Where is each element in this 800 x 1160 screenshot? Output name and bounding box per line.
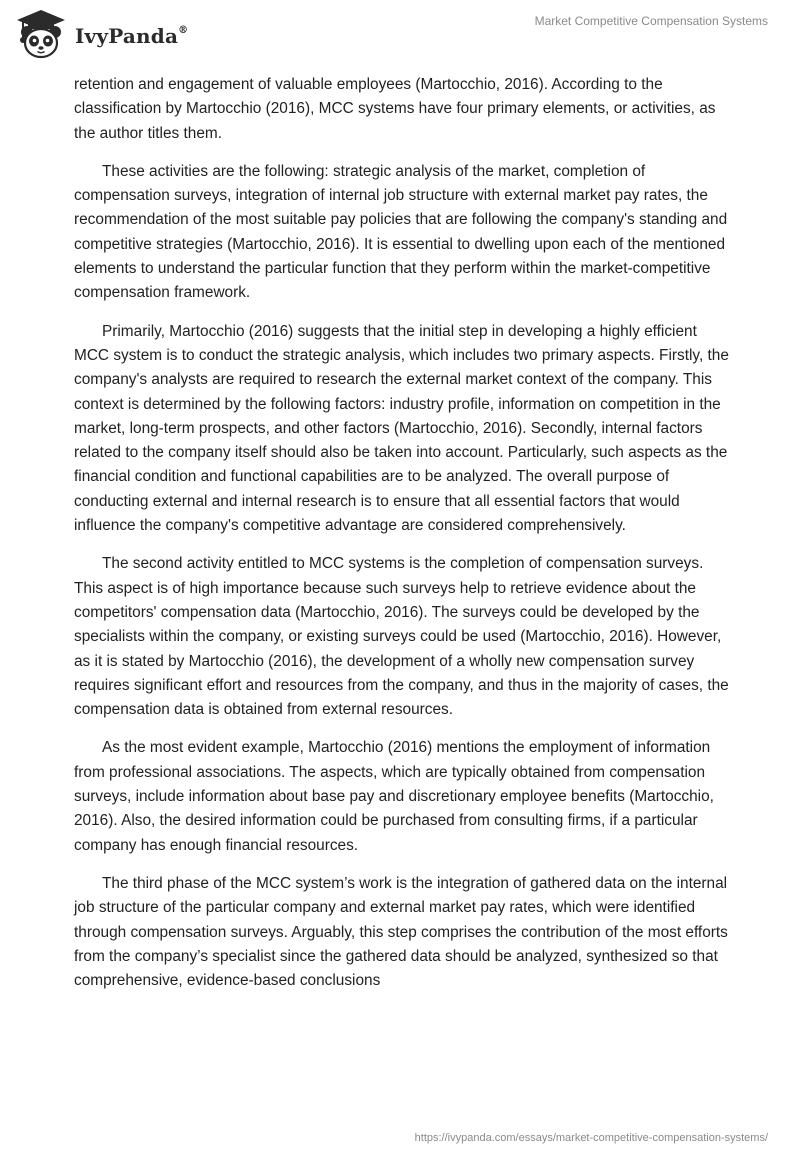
panda-graduate-icon [15, 8, 67, 60]
paragraph: As the most evident example, Martocchio (2016) mentions the employment of information from professional associations. The aspects, which are typically obtained from compensation surveys, include information about base pay and discretionary employee benefits (Martocchio, 2016). Also, the desired information could be purchased from consulting firms, if a particular company has enough financial resources. [74, 739, 714, 854]
ivypanda-logo[interactable] [15, 8, 188, 60]
brand-name-text: IvyPanda [75, 24, 179, 48]
source-url-link[interactable]: https://ivypanda.com/essays/market-competitive-compensation-systems/ [414, 1132, 768, 1144]
paragraph: retention and engagement of valuable employees (Martocchio, 2016). According to the classification by Martocchio (2016), MCC systems have four primary elements, or activities, as the author titles them. [74, 76, 716, 142]
registered-mark: ® [178, 25, 189, 37]
paragraph: Primarily, Martocchio (2016) suggests that the initial step in developing a highly efficient MCC system is to conduct the strategic analysis, which includes two primary aspects. Firstly, the company's analysts are required to research the external market context of the company. This context is determined by the following factors: industry profile, information on competition in the market, long-term prospects, and other factors (Martocchio, 2016). Secondly, internal factors related to the company itself should also be taken into account. Particularly, such aspects as the financial condition and functional capabilities are to be analyzed. The overall purpose of conducting external and internal research is to ensure that all essential factors that would influence the company's competitive advantage are considered comprehensively. [74, 322, 729, 535]
paragraph: The third phase of the MCC system’s work is the integration of gathered data on the internal job structure of the particular company and external market pay rates, which were identified through compensation surveys. Arguably, this step comprises the contribution of the most efforts from the company’s specialist since the gathered data should be analyzed, synthesized so that comprehensive, evidence-based conclusions [74, 874, 728, 990]
essay-body [74, 73, 734, 1007]
paragraph: The second activity entitled to MCC systems is the completion of compensation surveys. This aspect is of high importance because such surveys help to retrieve evidence about the competitors' compensation data (Martocchio, 2016). The surveys could be developed by the specialists within the company, or existing surveys could be used (Martocchio, 2016). However, as it is stated by Martocchio (2016), the development of a wholly new compensation survey requires significant effort and resources from the company, and thus in the majority of cases, the compensation data is obtained from external resources. [74, 555, 729, 719]
document-title: Market Competitive Compensation Systems [534, 14, 768, 28]
page-header [0, 0, 800, 70]
brand-name [75, 24, 188, 48]
paragraph: These activities are the following: strategic analysis of the market, completion of compensation surveys, integration of internal job structure with external market pay rates, the recommendation of the most suitable pay policies that are following the company's standing and competitive strategies (Martocchio, 2016). It is essential to dwelling upon each of the mentioned elements to understand the particular function that they perform within the market-competitive compensation framework. [74, 162, 728, 302]
